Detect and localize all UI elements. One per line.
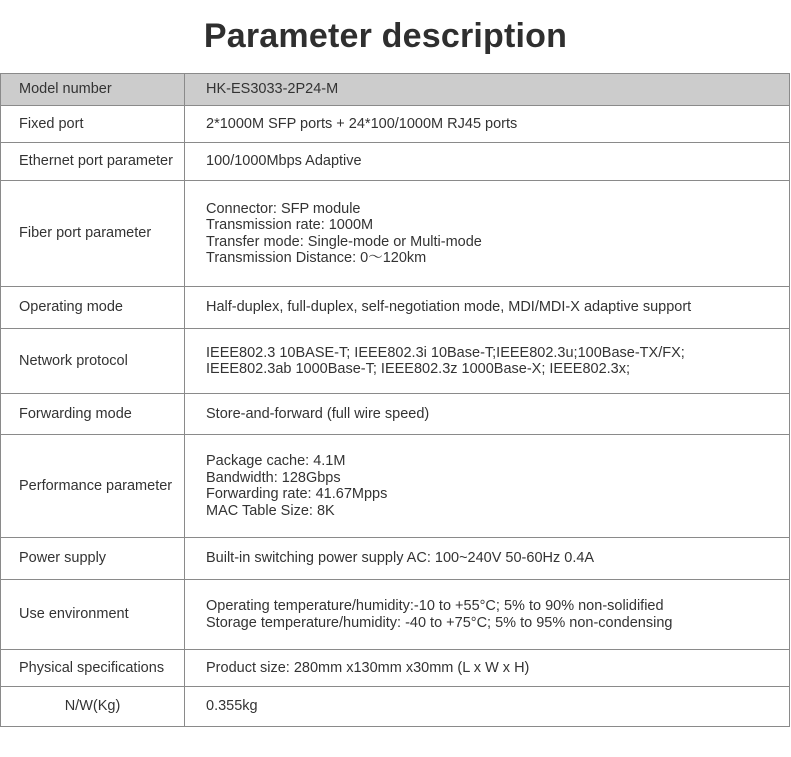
table-row xyxy=(1,106,790,143)
value-line: Transmission Distance: 0～120km xyxy=(206,250,427,266)
value-line: Transmission rate: 1000M xyxy=(206,217,374,233)
row-label: Fixed port xyxy=(1,106,185,143)
row-value xyxy=(185,580,790,650)
row-value xyxy=(185,394,790,435)
table-row xyxy=(1,580,790,650)
value-line: Store-and-forward (full wire speed) xyxy=(206,405,430,422)
value-line: Storage temperature/humidity: -40 to +75°C; 5% to 95% non-condensing xyxy=(206,614,673,631)
row-label: Power supply xyxy=(1,538,185,580)
row-value xyxy=(185,106,790,143)
row-value xyxy=(185,687,790,727)
value-line: Product size: 280mm x130mm x30mm (L x W x H) xyxy=(206,659,530,676)
row-label: Fiber port parameter xyxy=(1,181,185,287)
row-value xyxy=(185,538,790,580)
page-title: Parameter description xyxy=(203,17,568,55)
row-label: Physical specifications xyxy=(1,650,185,687)
row-label: Ethernet port parameter xyxy=(1,143,185,181)
value-line: Half-duplex, full-duplex, self-negotiation mode, MDI/MDI-X adaptive support xyxy=(206,299,692,316)
table-row xyxy=(1,394,790,435)
value-line: IEEE802.3 10BASE-T; IEEE802.3i 10Base-T;IEEE802.3u;100Base-TX/FX; xyxy=(206,344,685,361)
row-value xyxy=(185,143,790,181)
value-line: Operating temperature/humidity:-10 to +55°C; 5% to 90% non-solidified xyxy=(206,598,664,614)
row-value xyxy=(185,650,790,687)
value-line: MAC Table Size: 8K xyxy=(206,502,335,519)
row-value xyxy=(185,329,790,394)
table-row xyxy=(1,435,790,538)
row-label: Network protocol xyxy=(1,329,185,394)
table-row xyxy=(1,687,790,727)
table-row xyxy=(1,650,790,687)
value-line: 0.355kg xyxy=(206,698,258,715)
value-line: IEEE802.3ab 1000Base-T; IEEE802.3z 1000Base-X; IEEE802.3x; xyxy=(206,361,631,377)
row-label: Performance parameter xyxy=(1,435,185,538)
table-row xyxy=(1,538,790,580)
table-row xyxy=(1,329,790,394)
value-line: Transfer mode: Single-mode or Multi-mode xyxy=(206,233,482,250)
row-value xyxy=(185,181,790,287)
value-line: Forwarding rate: 41.67Mpps xyxy=(206,486,388,502)
header-value-cell: HK-ES3033-2P24-M xyxy=(185,74,790,106)
value-line: 2*1000M SFP ports + 24*100/1000M RJ45 ports xyxy=(206,115,518,132)
row-label: Use environment xyxy=(1,580,185,650)
row-value xyxy=(185,287,790,329)
row-label: Operating mode xyxy=(1,287,185,329)
table-row xyxy=(1,287,790,329)
table-row xyxy=(1,181,790,287)
row-label: N/W(Kg) xyxy=(1,687,185,727)
table-row xyxy=(1,143,790,181)
value-line: Package cache: 4.1M xyxy=(206,453,346,469)
value-line: 100/1000Mbps Adaptive xyxy=(206,153,362,170)
parameter-table xyxy=(0,73,790,727)
value-line: Connector: SFP module xyxy=(206,200,361,217)
value-line: Bandwidth: 128Gbps xyxy=(206,469,341,486)
row-label: Forwarding mode xyxy=(1,394,185,435)
row-value xyxy=(185,435,790,538)
table-header-row xyxy=(1,74,790,106)
header-label-cell: Model number xyxy=(1,74,185,106)
value-line: Built-in switching power supply AC: 100~240V 50-60Hz 0.4A xyxy=(206,550,595,567)
